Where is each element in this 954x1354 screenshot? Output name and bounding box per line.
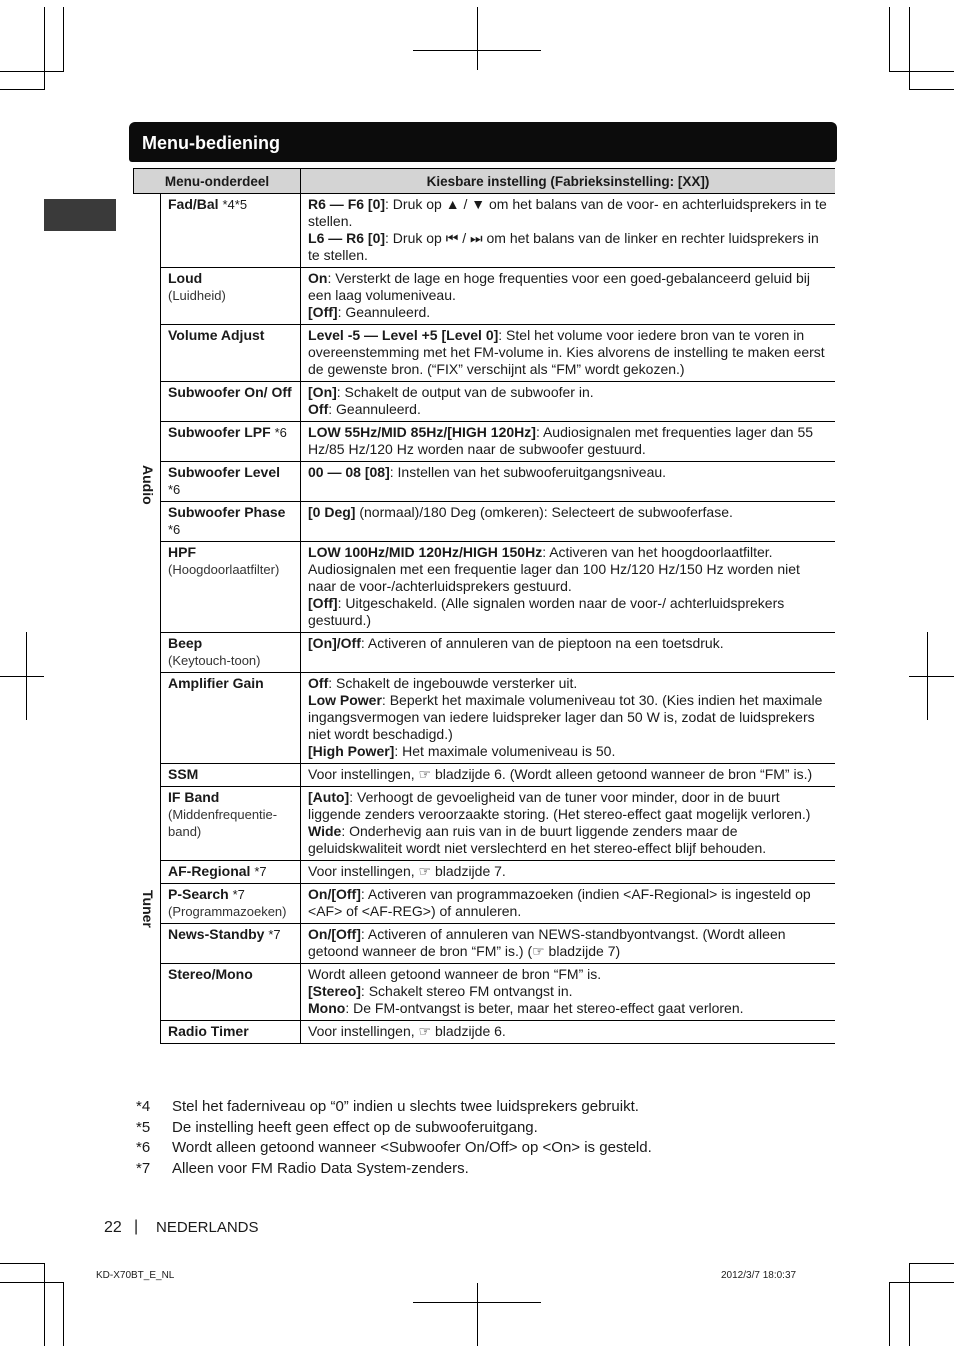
footnote-mark: *4 bbox=[136, 1098, 151, 1115]
description-line bbox=[308, 863, 829, 880]
description-line bbox=[308, 789, 829, 823]
setting-value: Off bbox=[308, 675, 329, 691]
table-row bbox=[134, 633, 836, 673]
description-line bbox=[308, 823, 829, 857]
doc-date: 2012/3/7 18:0:37 bbox=[721, 1270, 797, 1281]
setting-value: Low Power bbox=[308, 692, 382, 708]
header-setting: Kiesbare instelling (Fabrieksinstelling: [XX]) bbox=[301, 169, 835, 194]
crop-mark bbox=[413, 1302, 541, 1303]
menu-item-cell bbox=[161, 964, 301, 1021]
description-line bbox=[308, 464, 829, 481]
menu-item-description bbox=[301, 325, 835, 382]
crop-mark bbox=[63, 7, 64, 72]
setting-value: [0 Deg] bbox=[308, 504, 356, 520]
setting-explanation: : Instellen van het subwooferuitgangsniveau. bbox=[389, 464, 667, 480]
table-row bbox=[134, 542, 836, 633]
menu-item-description bbox=[301, 861, 835, 884]
setting-explanation: : Stel het volume voor iedere bron van te voren in overeenstemming met het FM-volume in. Kies alvorens de instelling te maken eerst de gewenste bron. (“FIX” verschijnt als “FM” wordt gekozen.) bbox=[308, 327, 825, 377]
menu-item-ref: *7 bbox=[254, 864, 267, 879]
crop-mark bbox=[477, 1283, 478, 1346]
table-row bbox=[134, 884, 836, 924]
table-row bbox=[134, 1021, 836, 1044]
crop-mark bbox=[909, 1263, 910, 1346]
setting-explanation: : Versterkt de lage en hoge frequenties voor een goed-gebalanceerd geluid bij een laag volumeniveau. bbox=[308, 270, 811, 303]
menu-item-subtitle: (Keytouch-toon) bbox=[168, 653, 261, 668]
menu-item-cell bbox=[161, 924, 301, 964]
crop-mark bbox=[909, 89, 954, 90]
crop-mark bbox=[889, 7, 890, 72]
category-label: Audio bbox=[139, 465, 156, 505]
crop-mark bbox=[889, 71, 954, 72]
description-line bbox=[308, 926, 829, 960]
menu-item-description bbox=[301, 268, 835, 325]
description-line bbox=[308, 1000, 829, 1017]
footnote bbox=[136, 1118, 652, 1139]
category-label: Tuner bbox=[139, 890, 156, 928]
menu-item-description bbox=[301, 964, 835, 1021]
menu-item-description bbox=[301, 502, 835, 542]
table-row bbox=[134, 194, 836, 268]
description-line bbox=[308, 544, 829, 595]
menu-item-name: Stereo/Mono bbox=[168, 966, 253, 982]
setting-explanation: : Druk op ⏮ / ⏭ om het balans van de linker en rechter luidsprekers in te stellen. bbox=[308, 230, 819, 263]
setting-value: LOW 100Hz/MID 120Hz/HIGH 150Hz bbox=[308, 544, 543, 560]
menu-item-description bbox=[301, 924, 835, 964]
table-row bbox=[134, 924, 836, 964]
menu-item-cell bbox=[161, 542, 301, 633]
doc-id: KD-X70BT_E_NL bbox=[96, 1270, 175, 1281]
description-line bbox=[308, 635, 829, 652]
crop-mark bbox=[63, 1282, 64, 1346]
menu-item-name: P-Search bbox=[168, 886, 229, 902]
menu-item-name: Radio Timer bbox=[168, 1023, 249, 1039]
menu-item-cell bbox=[161, 673, 301, 764]
setting-value: Level -5 — Level +5 [Level 0] bbox=[308, 327, 499, 343]
setting-value: Wide bbox=[308, 823, 342, 839]
table-row bbox=[134, 325, 836, 382]
crop-mark bbox=[0, 71, 63, 72]
setting-value: [Off] bbox=[308, 304, 338, 320]
menu-item-subtitle: (Luidheid) bbox=[168, 288, 226, 303]
menu-item-name: Subwoofer On/ Off bbox=[168, 384, 292, 400]
description-line bbox=[308, 766, 829, 783]
table-row bbox=[134, 673, 836, 764]
setting-explanation: : Schakelt stereo FM ontvangst in. bbox=[360, 983, 573, 999]
menu-item-subtitle: (Middenfrequentie-band) bbox=[168, 807, 278, 839]
setting-value: 00 — 08 [08] bbox=[308, 464, 390, 480]
footnotes bbox=[136, 1097, 652, 1179]
description-line bbox=[308, 424, 829, 458]
setting-explanation: Wordt alleen getoond wanneer de bron “FM” is. bbox=[308, 966, 602, 982]
setting-value: LOW 55Hz/MID 85Hz/[HIGH 120Hz] bbox=[308, 424, 536, 440]
setting-value: R6 — F6 [0] bbox=[308, 196, 386, 212]
page-number: 22 bbox=[104, 1219, 122, 1236]
table-row bbox=[134, 268, 836, 325]
menu-item-ref: *7 bbox=[232, 887, 245, 902]
table-row bbox=[134, 787, 836, 861]
menu-item-cell bbox=[161, 764, 301, 787]
menu-item-cell bbox=[161, 861, 301, 884]
menu-item-subtitle: (Programmazoeken) bbox=[168, 904, 287, 919]
setting-explanation: : Beperkt het maximale volumeniveau tot 30. (Kies indien het maximale ingangsvermogen van iedere luidspreker lager dan 50 W is, zodat de luidsprekers niet wordt beschadigd.) bbox=[308, 692, 823, 742]
footnote-mark: *5 bbox=[136, 1118, 151, 1136]
description-line bbox=[308, 196, 829, 230]
menu-item-name: Subwoofer LPF bbox=[168, 424, 271, 440]
menu-item-name: Subwoofer Phase bbox=[168, 504, 286, 520]
table-row bbox=[134, 422, 836, 462]
menu-item-ref: *4*5 bbox=[222, 197, 248, 212]
footnote-text: Alleen voor FM Radio Data System-zenders. bbox=[172, 1159, 469, 1177]
setting-value: [On] bbox=[308, 384, 337, 400]
menu-item-ref: *6 bbox=[274, 425, 287, 440]
menu-item-name: SSM bbox=[168, 766, 199, 782]
setting-explanation: : Verhoogt de gevoeligheid van de tuner voor minder, door in de buurt liggende zenders veroorzaakte storing. (Het stereo-effect gaat mogelijk verloren.) bbox=[308, 789, 811, 822]
table-row bbox=[134, 764, 836, 787]
menu-item-subtitle: (Hoogdoorlaatfilter) bbox=[168, 562, 280, 577]
setting-explanation: : Audiosignalen met frequenties lager dan 55 Hz/85 Hz/120 Hz worden naar de subwoofer gestuurd. bbox=[308, 424, 814, 457]
setting-explanation: Voor instellingen, ☞ bladzijde 7. bbox=[308, 863, 506, 879]
menu-item-description bbox=[301, 673, 835, 764]
setting-value: [Auto] bbox=[308, 789, 350, 805]
setting-value: [High Power] bbox=[308, 743, 395, 759]
menu-item-cell bbox=[161, 462, 301, 502]
menu-item-description bbox=[301, 462, 835, 502]
menu-item-description bbox=[301, 194, 835, 268]
setting-explanation: : Druk op ▲ / ▼ om het balans van de voor- en achterluidsprekers in te stellen. bbox=[308, 196, 827, 229]
description-line bbox=[308, 270, 829, 304]
description-line bbox=[308, 886, 829, 920]
menu-item-description bbox=[301, 422, 835, 462]
category-audio bbox=[134, 194, 161, 764]
menu-item-ref: *6 bbox=[168, 482, 181, 497]
setting-explanation: : Activeren van het hoogdoorlaatfilter. Audiosignalen met een frequentie lager dan 100 Hz/120 Hz/150 Hz worden niet naar de voor-/achterluidsprekers gestuurd. bbox=[308, 544, 800, 594]
footnote bbox=[136, 1097, 652, 1118]
menu-item-ref: *6 bbox=[168, 522, 181, 537]
crop-mark bbox=[0, 89, 44, 90]
menu-item-cell bbox=[161, 633, 301, 673]
setting-explanation: Voor instellingen, ☞ bladzijde 6. (Wordt alleen getoond wanneer de bron “FM” is.) bbox=[308, 766, 813, 782]
crop-mark bbox=[44, 1263, 45, 1346]
crop-mark bbox=[889, 1282, 954, 1283]
section-title: Menu-bediening bbox=[142, 133, 280, 153]
setting-explanation: : Het maximale volumeniveau is 50. bbox=[394, 743, 616, 759]
menu-item-cell bbox=[161, 884, 301, 924]
setting-explanation: : Schakelt de ingebouwde versterker uit. bbox=[328, 675, 578, 691]
setting-explanation: : Activeren of annuleren van NEWS-standbyontvangst. (Wordt alleen getoond wanneer de bron “FM” is.) (☞ bladzijde 7) bbox=[308, 926, 786, 959]
setting-explanation: : Activeren of annuleren van de pieptoon na een toetsdruk. bbox=[360, 635, 724, 651]
description-line bbox=[308, 304, 829, 321]
table-row bbox=[134, 382, 836, 422]
setting-value: [Stereo] bbox=[308, 983, 361, 999]
menu-item-name: Amplifier Gain bbox=[168, 675, 264, 691]
footnote-mark: *7 bbox=[136, 1159, 151, 1177]
description-line bbox=[308, 327, 829, 378]
menu-item-cell bbox=[161, 787, 301, 861]
setting-value: Mono bbox=[308, 1000, 346, 1016]
section-tab bbox=[44, 199, 116, 231]
menu-item-name: Loud bbox=[168, 270, 203, 286]
menu-item-name: AF-Regional bbox=[168, 863, 251, 879]
menu-item-cell bbox=[161, 502, 301, 542]
footnote bbox=[136, 1159, 652, 1180]
crop-mark bbox=[909, 676, 954, 677]
setting-explanation: : Uitgeschakeld. (Alle signalen worden naar de voor-/ achterluidsprekers gestuurd.) bbox=[308, 595, 785, 628]
crop-mark bbox=[413, 50, 541, 51]
setting-value: On/[Off] bbox=[308, 886, 361, 902]
setting-value: [On]/Off bbox=[308, 635, 361, 651]
setting-explanation: : Schakelt de output van de subwoofer in. bbox=[336, 384, 594, 400]
menu-item-name: News-Standby bbox=[168, 926, 265, 942]
menu-item-ref: *7 bbox=[268, 927, 281, 942]
menu-item-description bbox=[301, 542, 835, 633]
crop-mark bbox=[477, 7, 478, 70]
footnote-text: Stel het faderniveau op “0” indien u slechts twee luidsprekers gebruikt. bbox=[172, 1098, 639, 1115]
crop-mark bbox=[44, 7, 45, 90]
setting-explanation: : Geannuleerd. bbox=[328, 401, 421, 417]
menu-item-description bbox=[301, 787, 835, 861]
menu-item-description bbox=[301, 884, 835, 924]
menu-item-description bbox=[301, 764, 835, 787]
page-separator: | bbox=[134, 1218, 139, 1235]
menu-item-name: Beep bbox=[168, 635, 203, 651]
setting-explanation: (normaal)/180 Deg (omkeren): Selecteert de subwooferfase. bbox=[355, 504, 733, 520]
menu-item-cell bbox=[161, 422, 301, 462]
crop-mark bbox=[0, 1263, 44, 1264]
table-row bbox=[134, 462, 836, 502]
description-line bbox=[308, 675, 829, 692]
description-line bbox=[308, 384, 829, 401]
setting-value: On/[Off] bbox=[308, 926, 361, 942]
page-language: NEDERLANDS bbox=[156, 1219, 259, 1236]
setting-value: L6 — R6 [0] bbox=[308, 230, 386, 246]
table-row bbox=[134, 861, 836, 884]
setting-value: Off bbox=[308, 401, 329, 417]
footnote-text: De instelling heeft geen effect op de subwooferuitgang. bbox=[172, 1118, 538, 1136]
footnote bbox=[136, 1138, 652, 1159]
footnote-mark: *6 bbox=[136, 1139, 151, 1156]
description-line bbox=[308, 983, 829, 1000]
header-menu-item: Menu-onderdeel bbox=[134, 169, 301, 194]
menu-item-cell bbox=[161, 325, 301, 382]
category-tuner bbox=[134, 764, 161, 1044]
menu-item-cell bbox=[161, 194, 301, 268]
setting-explanation: : Geannuleerd. bbox=[337, 304, 431, 320]
setting-value: [Off] bbox=[308, 595, 338, 611]
description-line bbox=[308, 595, 829, 629]
crop-mark bbox=[0, 1282, 63, 1283]
description-line bbox=[308, 692, 829, 743]
crop-mark bbox=[909, 7, 910, 90]
footnote-text: Wordt alleen getoond wanneer <Subwoofer On/Off> op <On> is gesteld. bbox=[172, 1139, 652, 1156]
menu-item-name: Fad/Bal bbox=[168, 196, 219, 212]
description-line bbox=[308, 1023, 829, 1040]
menu-item-description bbox=[301, 382, 835, 422]
menu-item-name: Subwoofer Level bbox=[168, 464, 281, 480]
section-header bbox=[129, 122, 837, 162]
menu-item-cell bbox=[161, 1021, 301, 1044]
menu-item-cell bbox=[161, 268, 301, 325]
description-line bbox=[308, 401, 829, 418]
description-line bbox=[308, 966, 829, 983]
description-line bbox=[308, 743, 829, 760]
table-row bbox=[134, 502, 836, 542]
crop-mark bbox=[909, 1263, 954, 1264]
setting-explanation: : Onderhevig aan ruis van in de buurt liggende zenders maar de geluidskwaliteit wordt niet verslechterd en het stereo-effect blijf behouden. bbox=[308, 823, 767, 856]
menu-item-description bbox=[301, 633, 835, 673]
setting-explanation: Voor instellingen, ☞ bladzijde 6. bbox=[308, 1023, 506, 1039]
menu-item-name: HPF bbox=[168, 544, 196, 560]
table-row bbox=[134, 964, 836, 1021]
menu-table bbox=[133, 168, 835, 1044]
menu-item-name: IF Band bbox=[168, 789, 220, 805]
setting-explanation: : De FM-ontvangst is beter, maar het stereo-effect gaat verloren. bbox=[345, 1000, 744, 1016]
description-line bbox=[308, 504, 829, 521]
description-line bbox=[308, 230, 829, 264]
crop-mark bbox=[889, 1282, 890, 1346]
menu-item-cell bbox=[161, 382, 301, 422]
setting-value: On bbox=[308, 270, 328, 286]
menu-item-name: Volume Adjust bbox=[168, 327, 265, 343]
menu-item-description bbox=[301, 1021, 835, 1044]
setting-explanation: : Activeren van programmazoeken (indien <AF-Regional> is ingesteld op <AF> of <AF-REG>) of annuleren. bbox=[308, 886, 811, 919]
crop-mark bbox=[0, 676, 44, 677]
